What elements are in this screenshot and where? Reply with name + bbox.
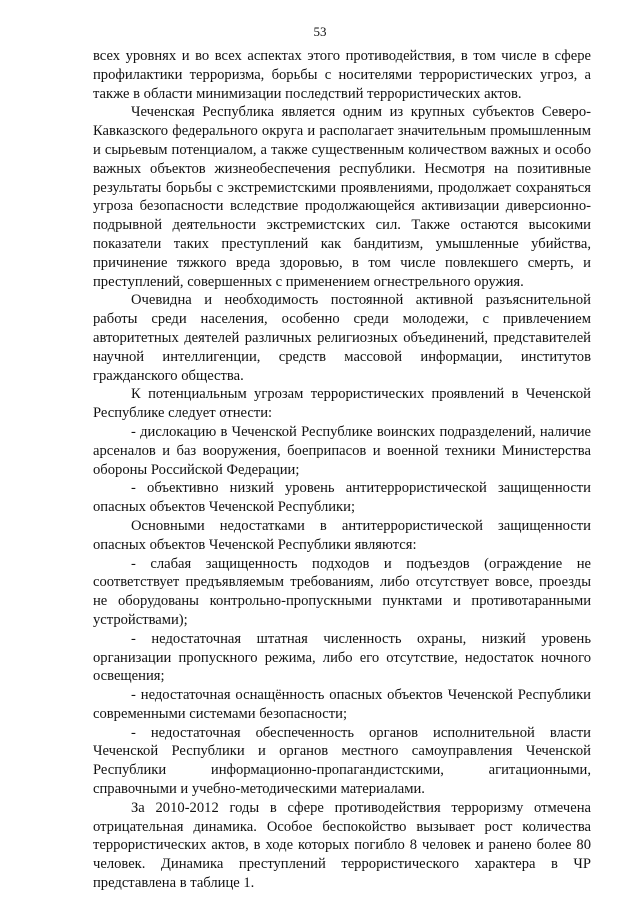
paragraph: Чеченская Республика является одним из крупных субъектов Северо-Кавказского федерального округа и располагает значительным промышленным и сырьевым потенциалом, а также существенным количеством важных и особо важных объектов жизнеобеспечения республики. Несмотря на позитивные результаты борьбы с экстремистскими проявлениями, продолжает сохраняться угроза безопасности вследствие продолжающейся активизации диверсионно-подрывной деятельности экстремистских сил. Также остаются высокими показатели таких преступлений как бандитизм, умышленные убийства, причинение тяжкого вреда здоровью, в том числе повлекшего смерть, и преступлений, совершенных с применением огнестрельного оружия. (93, 104, 591, 290)
page-number: 53 (313, 24, 327, 39)
paragraph: всех уровнях и во всех аспектах этого противодействия, в том числе в сфере профилактики терроризма, борьбы с носителями террористических угроз, а также в области минимизации последствий террористических актов. (93, 48, 591, 102)
document-body (93, 47, 591, 893)
list-item: - недостаточная штатная численность охраны, низкий уровень организации пропускного режима, либо его отсутствие, недостаток ночного освещения; (93, 630, 591, 685)
list-item: - недостаточная обеспеченность органов исполнительной власти Чеченской Республики и органов местного самоуправления Чеченской Республики информационно-пропагандистскими, агитационными, справочными и учебно-методическими материалами. (93, 724, 591, 798)
list-item: - слабая защищенность подходов и подъездов (ограждение не соответствует предъявляемым требованиям, либо отсутствует вовсе, проезды не оборудованы контрольно-пропускными пунктами и противотаранными устройствами); (93, 555, 591, 628)
list-item: - дислокацию в Чеченской Республике воинских подразделений, наличие арсеналов и баз вооружения, боеприпасов и военной техники Министерства обороны Российской Федерации; (93, 423, 591, 478)
paragraph: Очевидна и необходимость постоянной активной разъяснительной работы среди населения, особенно среди молодежи, с привлечением авторитетных деятелей различных религиозных объединений, представителей научной интеллигенции, средств массовой информации, институтов гражданского общества. (93, 292, 591, 384)
paragraph: За 2010-2012 годы в сфере противодействия терроризму отмечена отрицательная динамика. Особое беспокойство вызывает рост количества террористических актов, в ходе которых погибло 8 человек и ранено более 80 человек. Динамика преступлений террористического характера в ЧР представлена в таблице 1. (93, 799, 591, 892)
paragraph: Основными недостатками в антитеррористической защищенности опасных объектов Чеченской Республики являются: (93, 517, 591, 553)
paragraph: К потенциальным угрозам террористических проявлений в Чеченской Республике следует отнести: (93, 386, 591, 422)
list-item: - недостаточная оснащённость опасных объектов Чеченской Республики современными системами безопасности; (93, 687, 591, 722)
list-item: - объективно низкий уровень антитеррористической защищенности опасных объектов Чеченской Республики; (93, 480, 591, 516)
